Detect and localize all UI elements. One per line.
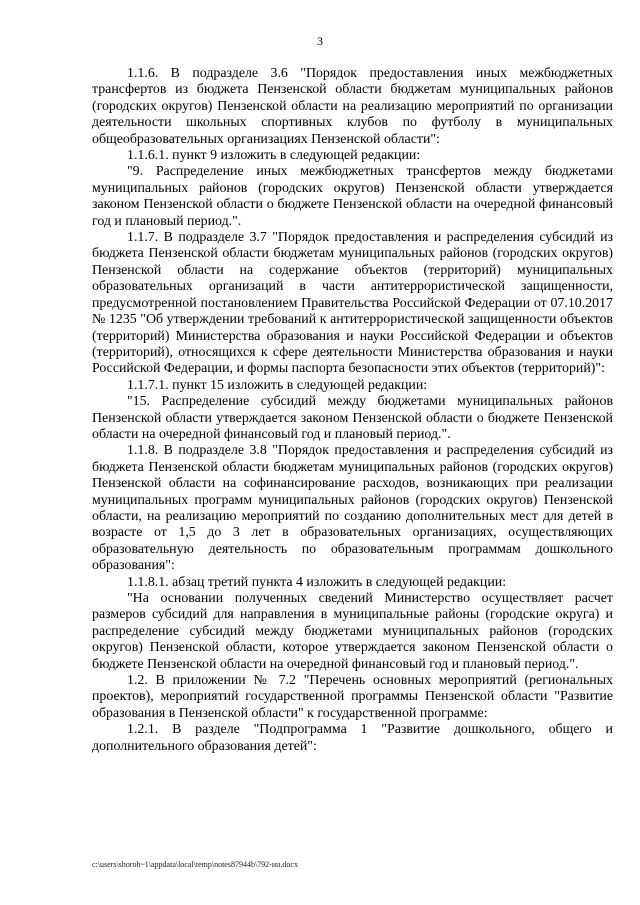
paragraph: 1.2. В приложении № 7.2 "Перечень основных мероприятий (региональных проектов), мероприятий государственной программы Пензенской области "Развитие образования в Пензенской области" к государственной программе: — [92, 673, 613, 721]
paragraph: 1.2.1. В разделе "Подпрограмма 1 "Развитие дошкольного, общего и дополнительного образования детей": — [92, 722, 613, 754]
paragraph: 1.1.7.1. пункт 15 изложить в следующей редакции: — [127, 377, 428, 393]
footer-file-path: c:\users\shoroh~1\appdata\local\temp\notes87944b\792-ин.docx — [92, 860, 298, 869]
paragraph: "На основании полученных сведений Министерство осуществляет расчет размеров субсидий для направления в муниципальные районы (городские округа) и распределение субсидий между бюджетами муниципальных районов (городских округов) Пензенской области, которое утверждается законом Пензенской области о бюджете Пензенской области на очередной финансовый год и плановый период.". — [92, 591, 613, 672]
paragraph: 1.1.8.1. абзац третий пункта 4 изложить в следующей редакции: — [127, 574, 507, 590]
paragraph: 1.1.6. В подразделе 3.6 "Порядок предоставления иных межбюджетных трансфертов из бюджета Пензенской области бюджетам муниципальных районов (городских округов) Пензенской области на реализацию мероприятий по организации деятельности школьных спортивных клубов по футболу в муниципальных общеобразовательных организациях Пензенской области": — [92, 66, 613, 147]
paragraph: 1.1.6.1. пункт 9 изложить в следующей редакции: — [127, 148, 421, 164]
paragraph: "9. Распределение иных межбюджетных трансфертов между бюджетами муниципальных районов (городских округов) Пензенской области утверждается законом Пензенской области о бюджете Пензенской области на очередной финансовый год и плановый период.". — [92, 164, 613, 229]
page-number: 3 — [317, 34, 323, 48]
paragraph: 1.1.8. В подразделе 3.8 "Порядок предоставления и распределения субсидий из бюджета Пензенской области бюджетам муниципальных районов (городских округов) Пензенской области на софинансирование расходов, возникающих при реализации муниципальных программ муниципальных районов (городских округов) Пензенской области, на реализацию мероприятий по созданию дополнительных мест для детей в возрасте от 1,5 до 3 лет в образовательных организациях, осуществляющих образовательную деятельность по образовательным программам дошкольного образования": — [92, 443, 613, 574]
paragraph: "15. Распределение субсидий между бюджетами муниципальных районов Пензенской области утверждается законом Пензенской области о бюджете Пензенской области на очередной финансовый год и плановый период.". — [92, 394, 613, 442]
paragraph: 1.1.7. В подразделе 3.7 "Порядок предоставления и распределения субсидий из бюджета Пензенской области бюджетам муниципальных районов (городских округов) Пензенской области на содержание объектов (территорий) муниципальных образовательных организаций в части антитеррористической защищенности, предусмотренной постановлением Правительства Российской Федерации от 07.10.2017 № 1235 "Об утверждении требований к антитеррористической защищенности объектов (территорий) Министерства образования и науки Российской Федерации и объектов (территорий), относящихся к сфере деятельности Министерства образования и науки Российской Федерации, и формы паспорта безопасности этих объектов (территорий)": — [92, 230, 613, 377]
document-body — [92, 66, 613, 755]
